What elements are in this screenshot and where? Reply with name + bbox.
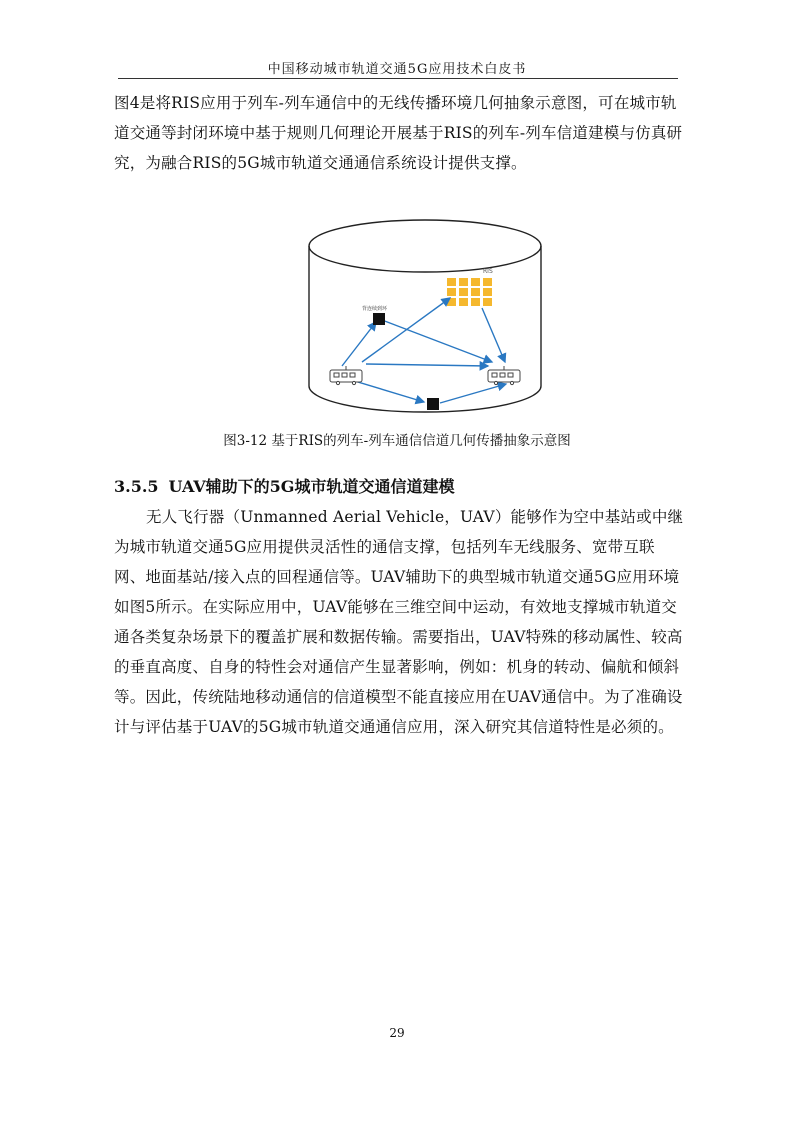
section-number: 3.5.5 <box>114 477 159 496</box>
ris-element <box>459 288 468 296</box>
page-number: 29 <box>389 1026 405 1040</box>
figure-caption: 图3-12 基于RIS的列车-列车通信信道几何传播抽象示意图 <box>223 433 571 449</box>
ris-element <box>471 278 480 286</box>
cylinder-bottom <box>309 386 541 412</box>
paragraph-uav: 无人飞行器（Unmanned Aerial Vehicle，UAV）能够作为空中基站或中继为城市轨道交通5G应用提供灵活性的通信支撑，包括列车无线服务、宽带互联网、地面基站/接入点的回程通信等。UAV辅助下的典型城市轨道交通5G应用环境如图5所示。在实际应用中，UAV能够在三维空间中运动，有效地支撑城市轨道交通各类复杂场景下的覆盖扩展和数据传输。需要指出，UAV特殊的移动属性、较高的垂直高度、自身的特性会对通信产生显著影响，例如：机身的转动、偏航和倾斜等。因此，传统陆地移动通信的信道模型不能直接应用在UAV通信中。为了准确设计与评估基于UAV的5G城市轨道交通通信应用，深入研究其信道特性是必须的。 <box>114 508 684 736</box>
train-transmitter-icon <box>330 366 362 385</box>
ris-element <box>471 298 480 306</box>
section-heading <box>114 474 454 497</box>
ris-element <box>447 288 456 296</box>
scatterer-ground <box>427 398 439 410</box>
section-title: UAV辅助下的5G城市轨道交通信道建模 <box>168 477 455 496</box>
path-scatterer-to-rx <box>382 320 492 362</box>
header-rule <box>118 78 678 79</box>
ris-element <box>447 278 456 286</box>
cylinder-top <box>309 220 541 272</box>
ris-element <box>483 278 492 286</box>
train-receiver-icon <box>488 366 520 385</box>
ris-panel <box>447 278 492 306</box>
ris-element <box>483 298 492 306</box>
path-ground-to-rx <box>440 384 506 403</box>
path-ris-to-rx <box>482 308 505 362</box>
scatterer-label: 背连续到环 <box>362 306 388 312</box>
ris-element <box>483 288 492 296</box>
ris-element <box>459 298 468 306</box>
path-line-of-sight <box>366 364 488 366</box>
ris-element <box>471 288 480 296</box>
path-tx-to-scatterer <box>342 322 376 366</box>
ris-element <box>459 278 468 286</box>
scatterer-wall <box>373 313 385 325</box>
paragraph-intro: 图4是将RIS应用于列车-列车通信中的无线传播环境几何抽象示意图，可在城市轨道交通等封闭环境中基于规则几何理论开展基于RIS的列车-列车信道建模与仿真研究，为融合RIS的5G城市轨道交通通信系统设计提供支撑。 <box>114 94 683 172</box>
page-header: 中国移动城市轨道交通5G应用技术白皮书 <box>267 62 527 77</box>
propagation-paths <box>342 298 506 403</box>
ris-label: RIS <box>483 268 493 275</box>
ris-geometry-figure <box>300 216 550 422</box>
